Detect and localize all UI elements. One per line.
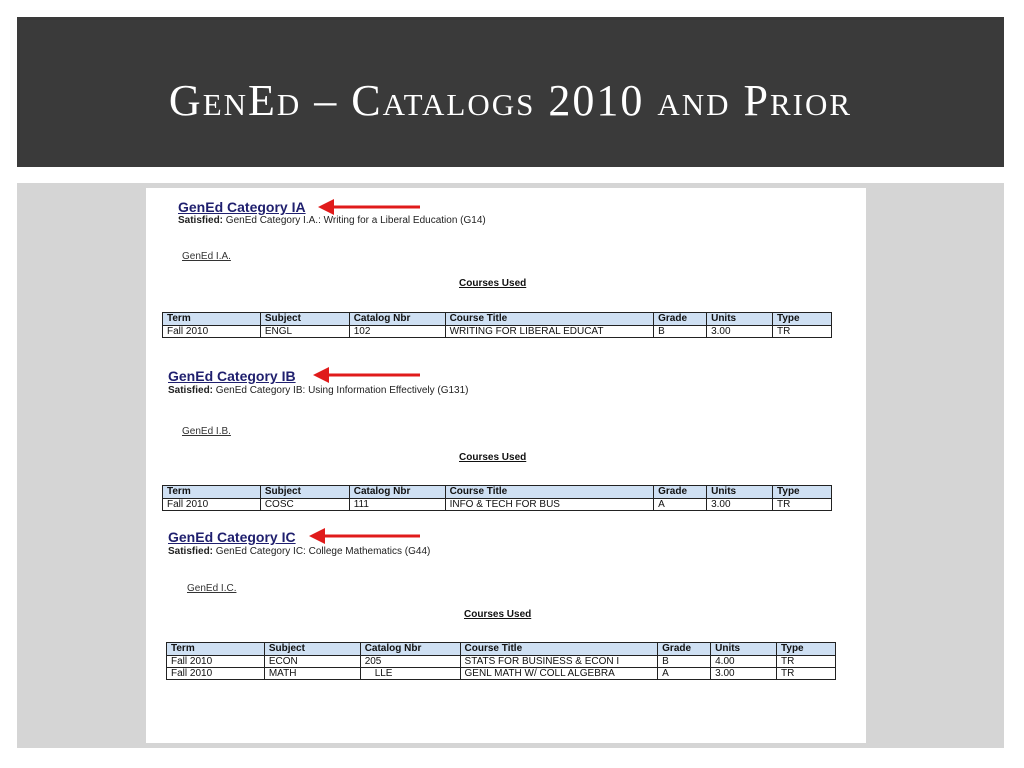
cell-grade: A bbox=[654, 499, 707, 511]
column-header: Term bbox=[163, 486, 261, 499]
cell-subject: COSC bbox=[260, 499, 349, 511]
red-arrow-icon bbox=[311, 365, 421, 385]
cell-catalog-nbr: LLE bbox=[360, 668, 460, 680]
column-header: Type bbox=[777, 643, 836, 656]
satisfied-line-ib bbox=[168, 385, 469, 397]
slide-title: GenEd – Catalogs 2010 and Prior bbox=[168, 76, 853, 125]
table-header-row bbox=[163, 486, 832, 499]
category-heading-ib: GenEd Category IB bbox=[168, 368, 296, 384]
column-header: Units bbox=[707, 486, 773, 499]
column-header: Type bbox=[773, 313, 832, 326]
column-header: Course Title bbox=[445, 313, 654, 326]
column-header: Type bbox=[773, 486, 832, 499]
cell-subject: MATH bbox=[264, 668, 360, 680]
cell-subject: ENGL bbox=[260, 326, 349, 338]
satisfied-line-ia bbox=[178, 215, 486, 227]
title-banner bbox=[17, 17, 1004, 167]
satisfied-label: Satisfied: bbox=[178, 215, 224, 226]
cell-units: 3.00 bbox=[707, 499, 773, 511]
table-row bbox=[167, 668, 836, 680]
cell-catalog-nbr: 205 bbox=[360, 656, 460, 668]
cell-term: Fall 2010 bbox=[167, 668, 265, 680]
satisfied-text: GenEd Category I.A.: Writing for a Liberal Education (G14) bbox=[223, 215, 486, 226]
satisfied-line-ic bbox=[168, 546, 430, 558]
column-header: Catalog Nbr bbox=[360, 643, 460, 656]
satisfied-label: Satisfied: bbox=[168, 385, 214, 396]
column-header: Subject bbox=[260, 486, 349, 499]
cell-grade: B bbox=[654, 326, 707, 338]
cell-type: TR bbox=[773, 326, 832, 338]
cell-course-title: WRITING FOR LIBERAL EDUCAT bbox=[445, 326, 654, 338]
courses-table bbox=[166, 642, 836, 680]
column-header: Grade bbox=[654, 486, 707, 499]
courses-table bbox=[162, 312, 832, 338]
column-header: Catalog Nbr bbox=[349, 313, 445, 326]
column-header: Course Title bbox=[460, 643, 658, 656]
courses-used-label: Courses Used bbox=[464, 609, 532, 620]
category-heading-ic: GenEd Category IC bbox=[168, 529, 296, 545]
column-header: Term bbox=[167, 643, 265, 656]
cell-units: 3.00 bbox=[707, 326, 773, 338]
column-header: Grade bbox=[658, 643, 711, 656]
cell-grade: B bbox=[658, 656, 711, 668]
column-header: Subject bbox=[264, 643, 360, 656]
cell-term: Fall 2010 bbox=[163, 326, 261, 338]
cell-term: Fall 2010 bbox=[163, 499, 261, 511]
courses-table bbox=[162, 485, 832, 511]
satisfied-label: Satisfied: bbox=[168, 546, 214, 557]
red-arrow-icon bbox=[316, 197, 421, 217]
column-header: Units bbox=[711, 643, 777, 656]
table-row bbox=[163, 499, 832, 511]
column-header: Course Title bbox=[445, 486, 654, 499]
category-heading-ia: GenEd Category IA bbox=[178, 199, 306, 215]
document-page bbox=[146, 188, 866, 743]
column-header: Units bbox=[707, 313, 773, 326]
cell-course-title: STATS FOR BUSINESS & ECON I bbox=[460, 656, 658, 668]
column-header: Term bbox=[163, 313, 261, 326]
column-header: Subject bbox=[260, 313, 349, 326]
cell-type: TR bbox=[777, 668, 836, 680]
cell-units: 4.00 bbox=[711, 656, 777, 668]
gened-link-ic[interactable]: GenEd I.C. bbox=[187, 583, 237, 594]
table-header-row bbox=[163, 313, 832, 326]
column-header: Grade bbox=[654, 313, 707, 326]
table-row bbox=[163, 326, 832, 338]
cell-catalog-nbr: 111 bbox=[349, 499, 445, 511]
red-arrow-icon bbox=[307, 526, 421, 546]
gened-link-ib[interactable]: GenEd I.B. bbox=[182, 426, 231, 437]
cell-term: Fall 2010 bbox=[167, 656, 265, 668]
cell-catalog-nbr: 102 bbox=[349, 326, 445, 338]
cell-units: 3.00 bbox=[711, 668, 777, 680]
cell-course-title: GENL MATH W/ COLL ALGEBRA bbox=[460, 668, 658, 680]
satisfied-text: GenEd Category IB: Using Information Effectively (G131) bbox=[213, 385, 469, 396]
cell-course-title: INFO & TECH FOR BUS bbox=[445, 499, 654, 511]
gened-link-ia[interactable]: GenEd I.A. bbox=[182, 251, 231, 262]
cell-grade: A bbox=[658, 668, 711, 680]
table-header-row bbox=[167, 643, 836, 656]
courses-used-label: Courses Used bbox=[459, 278, 527, 289]
table-row bbox=[167, 656, 836, 668]
satisfied-text: GenEd Category IC: College Mathematics (G44) bbox=[213, 546, 431, 557]
courses-used-label: Courses Used bbox=[459, 452, 527, 463]
cell-subject: ECON bbox=[264, 656, 360, 668]
cell-type: TR bbox=[777, 656, 836, 668]
cell-type: TR bbox=[773, 499, 832, 511]
column-header: Catalog Nbr bbox=[349, 486, 445, 499]
